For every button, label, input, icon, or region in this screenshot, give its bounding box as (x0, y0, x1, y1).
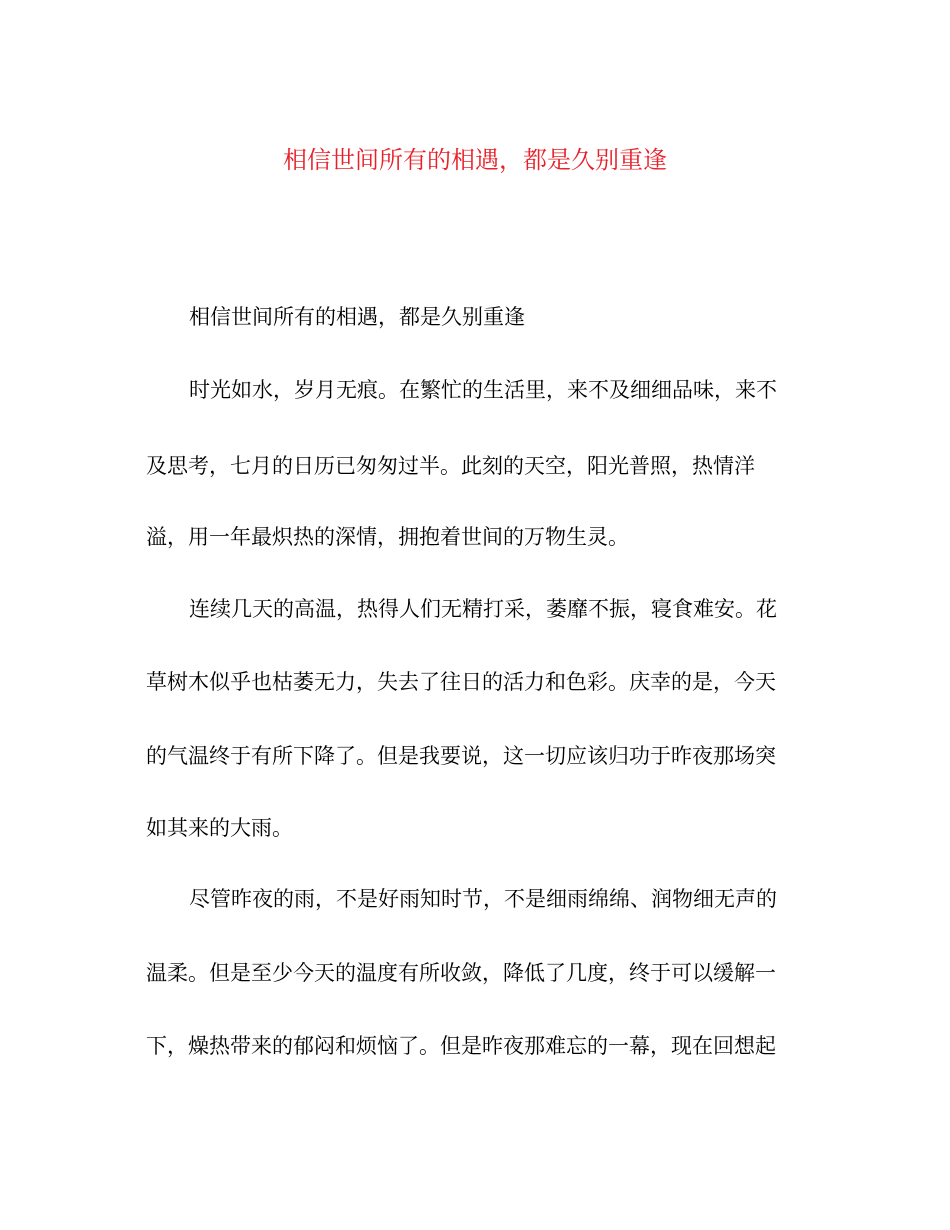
paragraph-line: 如其来的大雨。 (146, 816, 293, 840)
paragraph-line: 下，燥热带来的郁闷和烦恼了。但是昨夜那难忘的一幕，现在回想起 (146, 1034, 776, 1058)
document-title: 相信世间所有的相遇，都是久别重逢 (283, 146, 667, 174)
paragraph-line: 及思考，七月的日历已匆匆过半。此刻的天空，阳光普照，热情洋 (146, 454, 755, 478)
paragraph-line: 时光如水，岁月无痕。在繁忙的生活里，来不及细细品味，来不 (189, 378, 777, 402)
paragraph-line: 连续几天的高温，热得人们无精打采，萎靡不振，寝食难安。花 (189, 597, 777, 621)
paragraph-line: 尽管昨夜的雨，不是好雨知时节，不是细雨绵绵、润物细无声的 (189, 887, 777, 911)
paragraph-line: 溢，用一年最炽热的深情，拥抱着世间的万物生灵。 (146, 525, 629, 549)
paragraph-line: 相信世间所有的相遇，都是久别重逢 (189, 305, 525, 329)
paragraph-line: 的气温终于有所下降了。但是我要说，这一切应该归功于昨夜那场突 (146, 744, 776, 768)
paragraph-line: 温柔。但是至少今天的温度有所收敛，降低了几度，终于可以缓解一 (146, 961, 776, 985)
paragraph-line: 草树木似乎也枯萎无力，失去了往日的活力和色彩。庆幸的是，今天 (146, 670, 776, 694)
